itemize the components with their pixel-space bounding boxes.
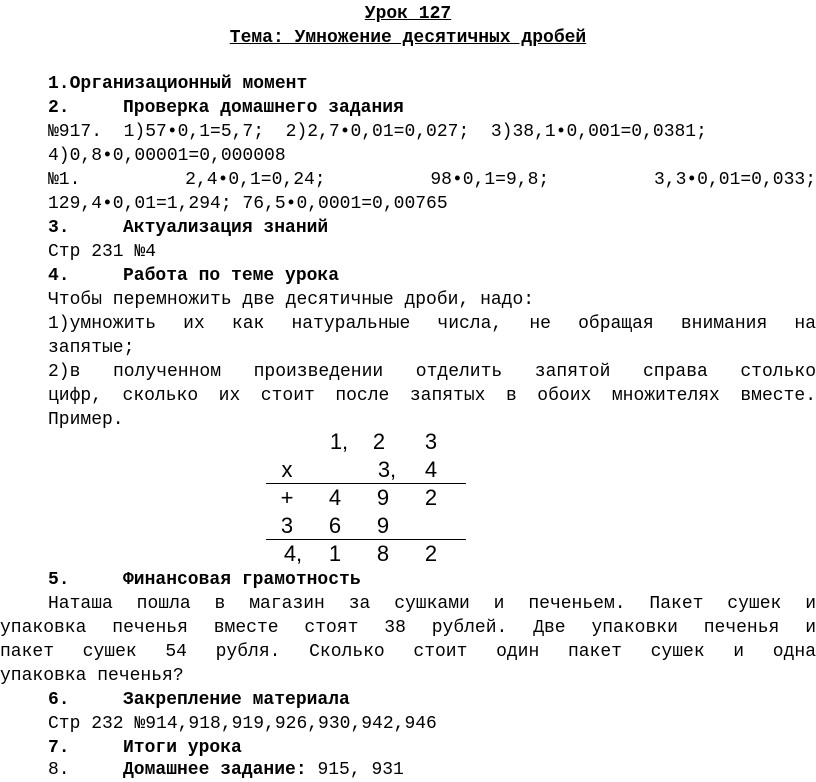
example-digit: 1, (329, 429, 349, 454)
homework-line-4: 129,4•0,01=1,294; 76,5•0,0001=0,00765 (48, 194, 448, 214)
section-8-title: Домашнее задание: (123, 760, 307, 780)
knowledge-task: Стр 231 №4 (48, 242, 157, 262)
rule-line-5: цифр, сколько их стоит после запятых в обоих множителях вместе. (48, 386, 816, 406)
finance-line-2: упаковка печенья вместе стоят 38 рублей. Две упаковки печенья и (0, 618, 816, 638)
section-3-heading (48, 216, 328, 240)
homework-line-1: №917. 1)57•0,1=5,7; 2)2,7•0,01=0,027; 3)38,1•0,001=0,0381; (48, 122, 707, 142)
example-digit: 2 (424, 541, 438, 566)
homework-task-1-a: 2,4•0,1=0,24; (185, 170, 326, 190)
section-2-number: 2. (48, 98, 70, 118)
example-digit: 1 (328, 541, 342, 566)
example-digit: 2 (424, 485, 438, 510)
finance-line-4: упаковка печенья? (0, 666, 184, 686)
example-row-3 (266, 484, 466, 512)
section-5-heading (48, 568, 361, 592)
homework-line-3 (48, 168, 816, 192)
homework-task-1-c: 3,3•0,01=0,033; (653, 170, 816, 190)
example-digit: 9 (376, 513, 390, 538)
section-7-number: 7. (48, 738, 70, 758)
consolidation-tasks: Стр 232 №914,918,919,926,930,942,946 (48, 714, 437, 734)
section-5-number: 5. (48, 570, 70, 590)
section-6-title: Закрепление материала (123, 690, 350, 710)
section-1-heading (48, 72, 307, 96)
example-digit: 9 (376, 485, 390, 510)
example-digit: 3 (280, 513, 294, 538)
section-8-number: 8. (48, 760, 70, 780)
example-row-1 (266, 428, 466, 456)
homework-task-1-b: 98•0,1=9,8; (430, 170, 550, 190)
section-8-heading (48, 758, 404, 782)
example-digit: 3 (424, 429, 438, 454)
topic-title: Тема: Умножение десятичных дробей (229, 28, 587, 48)
homework-line-2: 4)0,8•0,00001=0,000008 (48, 146, 286, 166)
section-2-heading (48, 96, 404, 120)
section-1-title: Организационный момент (69, 74, 308, 94)
section-6-number: 6. (48, 690, 70, 710)
plus-sign: + (280, 485, 294, 510)
example-digit: 4, (283, 541, 303, 566)
homework-task-1-label: №1. (48, 170, 81, 190)
example-digit: 4 (328, 485, 342, 510)
section-3-title: Актуализация знаний (123, 218, 329, 238)
example-digit: 2 (372, 429, 386, 454)
example-digit: 8 (376, 541, 390, 566)
example-label: Пример. (48, 410, 124, 430)
section-4-title: Работа по теме урока (123, 266, 340, 286)
example-digit: 3, (377, 457, 397, 482)
section-7-title: Итоги урока (123, 738, 242, 758)
finance-line-3: пакет сушек 54 рубля. Сколько стоит один пакет сушек и одна (0, 642, 816, 662)
rule-line-1: Чтобы перемножить две десятичные дроби, надо: (48, 290, 535, 310)
example-row-5 (266, 540, 466, 568)
section-4-heading (48, 264, 339, 288)
example-row-2 (266, 456, 466, 484)
finance-line-1: Наташа пошла в магазин за сушками и печеньем. Пакет сушек и (48, 594, 816, 614)
section-3-number: 3. (48, 218, 70, 238)
multiplication-example (266, 428, 466, 572)
section-4-number: 4. (48, 266, 70, 286)
rule-line-3: запятые; (48, 338, 135, 358)
section-7-heading (48, 736, 242, 760)
rule-line-2: 1)умножить их как натуральные числа, не обращая внимания на (48, 314, 816, 334)
section-1-number: 1. (48, 74, 70, 94)
multiply-sign: x (281, 457, 293, 482)
example-digit: 6 (328, 513, 342, 538)
section-2-title: Проверка домашнего задания (123, 98, 404, 118)
section-5-title: Финансовая грамотность (123, 570, 361, 590)
homework-tasks: 915, 931 (306, 760, 404, 780)
section-6-heading (48, 688, 350, 712)
rule-line-4: 2)в полученном произведении отделить запятой справа столько (48, 362, 816, 382)
example-digit: 4 (424, 457, 438, 482)
example-row-4 (266, 512, 466, 540)
lesson-title: Урок 127 (364, 4, 452, 24)
